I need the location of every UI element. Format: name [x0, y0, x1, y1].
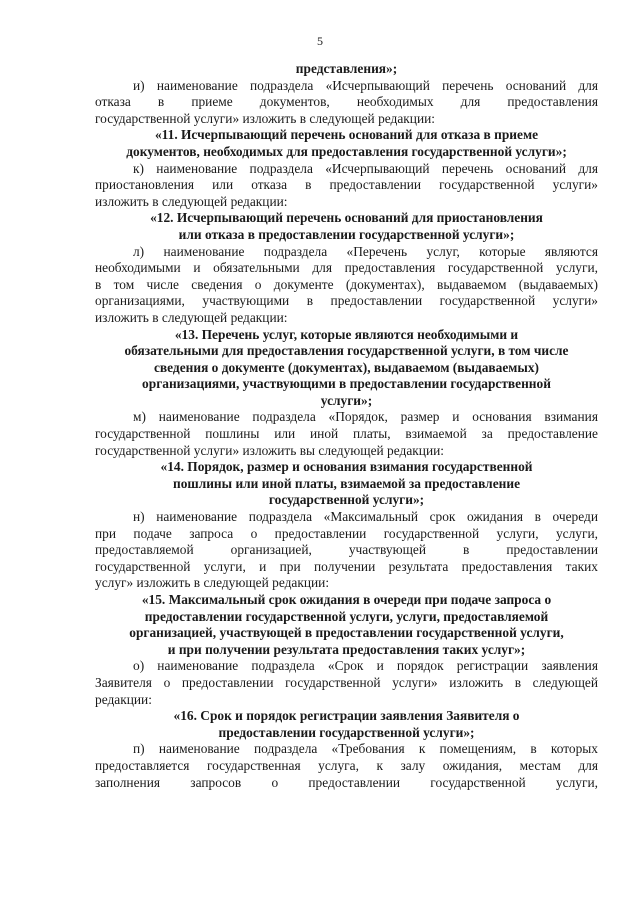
text-line: «12. Исчерпывающий перечень оснований для приостановления [150, 210, 543, 226]
text-line: организациями, участвующими в предоставлении государственной услуги» [95, 293, 598, 309]
text-line: «15. Максимальный срок ожидания в очереди при подаче запроса о [141, 592, 552, 607]
text-line: государственной пошлины или иной платы, взимаемой за предоставление [95, 426, 598, 442]
text-line: п) наименование подраздела «Требования к помещениям, в которых [133, 741, 598, 757]
text-line: м) наименование подраздела «Порядок, размер и основания взимания [133, 409, 598, 425]
text-line: документов, необходимых для предоставления государственной услуги»; [126, 143, 567, 159]
text-line: услуг» изложить в следующей редакции: [95, 575, 330, 591]
text-line: организацией, участвующей в предоставлении государственной услуги, [129, 625, 564, 641]
text-line: услуги»; [320, 392, 373, 408]
text-line: и) наименование подраздела «Исчерпывающий перечень оснований для [133, 77, 598, 93]
text-line: предоставляемой организацией, участвующей в предоставлении [95, 542, 598, 558]
text-line: изложить в следующей редакции: [95, 193, 288, 209]
text-line: государственной услуги, и при получении результата предоставления таких [95, 558, 598, 574]
text-line: необходимыми и обязательными для предоставления государственной услуги, [95, 260, 598, 276]
text-line: или отказа в предоставлении государственной услуги»; [178, 226, 515, 242]
text-line: приостановления или отказа в предоставлении государственной услуги» [95, 177, 598, 193]
text-line: предоставляется государственная услуга, к залу ожидания, местам для [95, 757, 598, 773]
text-line: л) наименование подраздела «Перечень услуг, которые являются [133, 243, 598, 259]
text-line: в том числе сведения о документе (документах), выдаваемом (выдаваемых) [95, 276, 598, 292]
text-line: к) наименование подраздела «Исчерпывающий перечень оснований для [133, 160, 598, 176]
text-line: заполнения запросов о предоставлении государственной услуги, [95, 774, 598, 790]
text-line: пошлины или иной платы, взимаемой за предоставление [172, 475, 521, 491]
text-line: отказа в приеме документов, необходимых для предоставления [95, 94, 598, 110]
text-line: изложить в следующей редакции: [95, 309, 288, 325]
text-line: организациями, участвующими в предоставлении государственной [142, 376, 551, 392]
text-line: обязательными для предоставления государственной услуги, в том числе [124, 343, 569, 359]
page-number: 5 [317, 34, 323, 48]
text-line: «11. Исчерпывающий перечень оснований для отказа в приеме [154, 127, 539, 143]
text-line: редакции: [95, 691, 152, 707]
text-line: государственной услуги» изложить вы следующей редакции: [95, 442, 445, 458]
text-line: «16. Срок и порядок регистрации заявления Заявителя о [173, 708, 520, 724]
text-line: предоставлении государственной услуги»; [218, 724, 475, 740]
text-line: н) наименование подраздела «Максимальный срок ожидания в очереди [133, 509, 598, 525]
text-line: при подаче запроса о предоставлении государственной услуги, услуги, [95, 525, 598, 541]
text-line: сведения о документе (документах), выдаваемом (выдаваемых) [153, 359, 540, 375]
text-line: представления»; [295, 61, 398, 76]
text-line: государственной услуги»; [268, 492, 425, 508]
text-line: предоставлении государственной услуги, услуги, предоставляемой [144, 608, 549, 624]
text-line: о) наименование подраздела «Срок и порядок регистрации заявления [133, 658, 598, 674]
text-line: Заявителя о предоставлении государственной услуги» изложить в следующей [95, 674, 598, 690]
document-body [95, 61, 598, 791]
text-line: «13. Перечень услуг, которые являются необходимыми и [174, 326, 519, 342]
text-line: «14. Порядок, размер и основания взимания государственной [160, 459, 533, 475]
text-line: и при получении результата предоставления таких услуг»; [167, 641, 526, 657]
text-line: государственной услуги» изложить в следующей редакции: [95, 110, 436, 126]
